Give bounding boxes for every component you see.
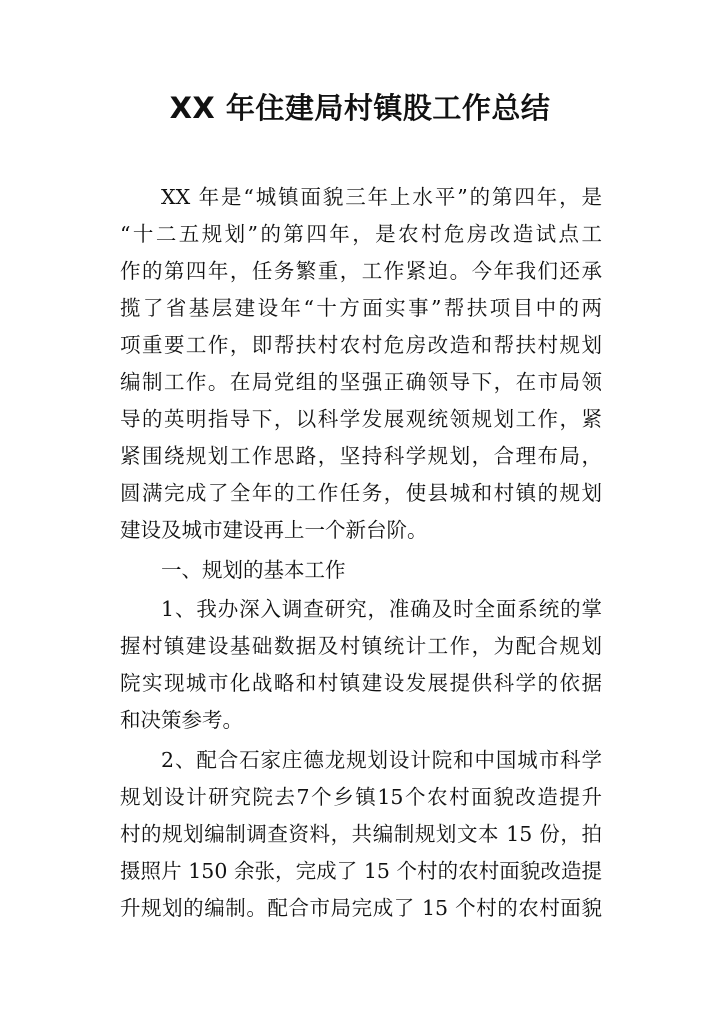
paragraph-line: 编制工作。在局党组的坚强正确领导下，在市局领 [120,370,602,394]
paragraph-line: 1、我办深入调查研究，准确及时全面系统的掌 [161,597,602,621]
document-title: XX 年住建局村镇股工作总结 [169,91,551,125]
paragraph-line: 圆满完成了全年的工作任务，使县城和村镇的规划 [120,481,602,505]
paragraph-line: “十二五规划”的第四年，是农村危房改造试点工 [120,222,602,246]
paragraph-line: 握村镇建设基础数据及村镇统计工作，为配合规划 [120,634,602,658]
paragraph-line: 院实现城市化战略和村镇建设发展提供科学的依据 [120,671,602,695]
paragraph-line: 揽了省基层建设年“十方面实事”帮扶项目中的两 [120,296,602,320]
paragraph-line: 摄照片 150 余张，完成了 15 个村的农村面貌改造提 [120,859,602,883]
paragraph-line: 村的规划编制调查资料，共编制规划文本 15 份，拍 [120,822,602,846]
paragraph-line: 2、配合石家庄德龙规划设计院和中国城市科学 [161,748,602,772]
paragraph-line: 紧围绕规划工作思路，坚持科学规划，合理布局， [120,444,602,468]
paragraph-line: XX 年是“城镇面貌三年上水平”的第四年，是 [161,185,602,209]
paragraph-line: 规划设计研究院去7个乡镇15个农村面貌改造提升 [120,785,602,809]
paragraph-line: 升规划的编制。配合市局完成了 15 个村的农村面貌 [120,896,602,920]
paragraph-line: 项重要工作，即帮扶村农村危房改造和帮扶村规划 [120,333,602,357]
paragraph-line: 作的第四年，任务繁重，工作紧迫。今年我们还承 [120,259,602,283]
paragraph-line: 导的英明指导下，以科学发展观统领规划工作，紧 [120,407,602,431]
paragraph-line: 建设及城市建设再上一个新台阶。 [120,518,428,542]
section-heading: 一、规划的基本工作 [161,558,346,582]
paragraph-line: 和决策参考。 [120,708,243,732]
